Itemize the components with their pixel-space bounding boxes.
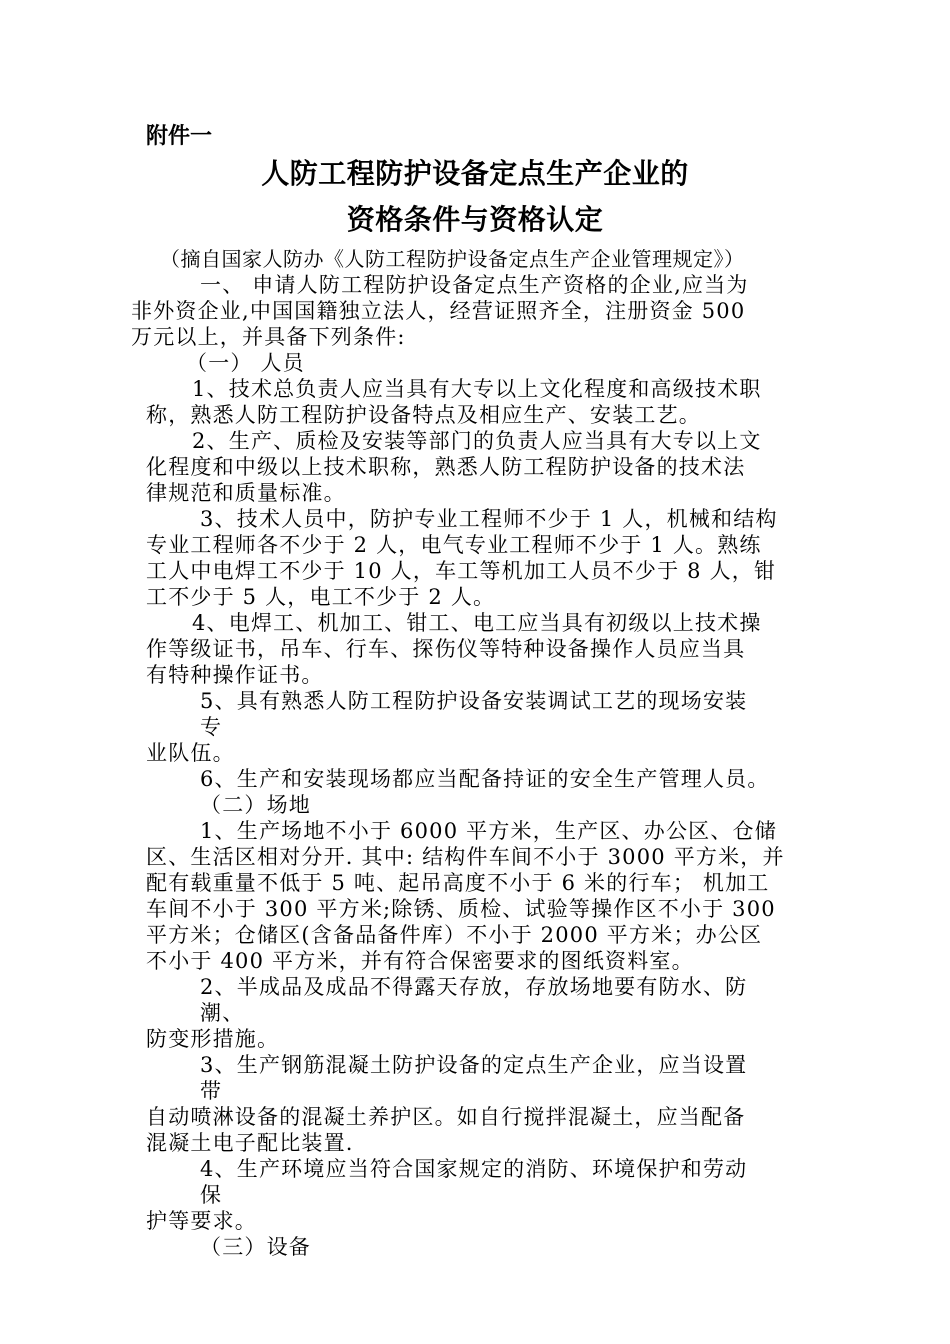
body-line: 6、生产和安装现场都应当配备持证的安全生产管理人员。 [200, 767, 770, 791]
body-line: 化程度和中级以上技术职称，熟悉人防工程防护设备的技术法 [146, 455, 746, 479]
section-heading-equipment: （三）设备 [200, 1235, 311, 1259]
body-line: 2、半成品及成品不得露天存放，存放场地要有防水、防 [200, 975, 748, 999]
attachment-label: 附件一 [146, 124, 213, 149]
body-line: 2、生产、质检及安装等部门的负责人应当具有大专以上文 [192, 429, 762, 453]
body-line: 护等要求。 [146, 1209, 257, 1233]
body-line: 自动喷淋设备的混凝土养护区。如自行搅拌混凝土，应当配备 [146, 1105, 746, 1129]
body-line: 4、生产环境应当符合国家规定的消防、环境保护和劳动 [200, 1157, 748, 1181]
body-line: 潮、 [200, 1001, 245, 1025]
section-heading-site: （二）场地 [200, 793, 311, 817]
body-line: 不小于 400 平方米，并有符合保密要求的图纸资料室。 [146, 949, 694, 973]
section-heading-personnel: （一） 人员 [186, 351, 305, 375]
body-line: 混凝土电子配比装置. [146, 1131, 354, 1155]
body-line: 保 [200, 1183, 223, 1207]
body-line: 1、生产场地不小于 6000 平方米，生产区、办公区、仓储 [200, 819, 777, 843]
body-line: 配有载重量不低于 5 吨、起吊高度不小于 6 米的行车； 机加工 [146, 871, 770, 895]
body-line: 非外资企业,中国国籍独立法人，经营证照齐全，注册资金 500 [131, 299, 746, 323]
body-line: 万元以上，并具备下列条件: [131, 325, 406, 349]
body-line: 5、具有熟悉人防工程防护设备安装调试工艺的现场安装 [200, 689, 748, 713]
source-note: （摘自国家人防办《人防工程防护设备定点生产企业管理规定》） [160, 247, 745, 271]
body-line: 区、生活区相对分开. 其中: 结构件车间不小于 3000 平方米，并 [146, 845, 785, 869]
body-line: 4、电焊工、机加工、钳工、电工应当具有初级以上技术操 [192, 611, 762, 635]
body-line: 作等级证书，吊车、行车、探伤仪等特种设备操作人员应当具 [146, 637, 746, 661]
document-title-line-1: 人防工程防护设备定点生产企业的 [261, 157, 689, 190]
body-line: 3、生产钢筋混凝土防护设备的定点生产企业，应当设置 [200, 1053, 748, 1077]
body-line: 业队伍。 [146, 741, 235, 765]
body-line: 3、技术人员中，防护专业工程师不少于 1 人，机械和结构 [200, 507, 778, 531]
document-title-line-2: 资格条件与资格认定 [346, 203, 604, 236]
body-line: 专业工程师各不少于 2 人，电气专业工程师不少于 1 人。熟练 [146, 533, 762, 557]
body-line: 称，熟悉人防工程防护设备特点及相应生产、安装工艺。 [146, 403, 701, 427]
body-line: 带 [200, 1079, 223, 1103]
body-line: 平方米；仓储区(含备品备件库）不小于 2000 平方米；办公区 [146, 923, 763, 947]
body-line: 1、技术总负责人应当具有大专以上文化程度和高级技术职 [192, 377, 762, 401]
body-line: 工不少于 5 人，电工不少于 2 人。 [146, 585, 496, 609]
body-line: 车间不小于 300 平方米;除锈、质检、试验等操作区不小于 300 [146, 897, 776, 921]
body-line: 防变形措施。 [146, 1027, 280, 1051]
body-line: 一、 申请人防工程防护设备定点生产资格的企业,应当为 [200, 273, 749, 297]
body-line: 有特种操作证书。 [146, 663, 324, 687]
body-line: 专 [200, 715, 223, 739]
body-line: 律规范和质量标准。 [146, 481, 346, 505]
body-line: 工人中电焊工不少于 10 人，车工等机加工人员不少于 8 人，钳 [146, 559, 777, 583]
